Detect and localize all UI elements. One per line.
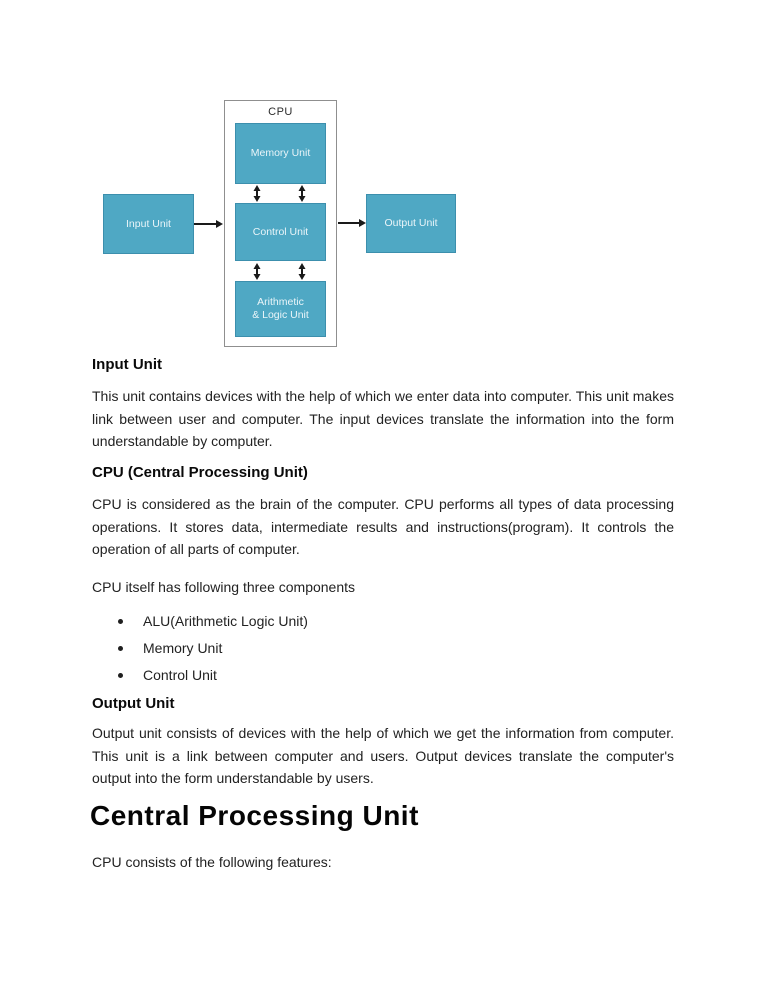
bullet-icon [118, 619, 123, 624]
cpu-paragraph: CPU is considered as the brain of the computer. CPU performs all types of data processing operations. It stores data, intermediate results and instructions(program). It controls the operation of all parts of computer. [92, 496, 674, 557]
alu-label-line1: Arithmetic [257, 296, 304, 308]
input-unit-box [103, 194, 194, 254]
list-item-label: Memory Unit [143, 640, 223, 656]
input-unit-heading: Input Unit [92, 356, 162, 373]
memory-unit-box [235, 123, 326, 184]
output-unit-label: Output Unit [384, 217, 438, 229]
output-unit-box [366, 194, 456, 253]
central-processing-unit-title: Central Processing Unit [90, 800, 419, 831]
list-item [110, 667, 670, 694]
input-unit-label: Input Unit [126, 217, 171, 230]
list-item [110, 640, 670, 667]
cpu-block-diagram [0, 0, 765, 360]
cpu-heading: CPU (Central Processing Unit) [92, 464, 308, 481]
cpu-features-intro: CPU consists of the following features: [92, 854, 332, 870]
alu-label-line2: & Logic Unit [252, 309, 309, 321]
bullet-icon [118, 673, 123, 678]
cpu-components-list [110, 613, 670, 694]
cpu-components-intro: CPU itself has following three components [92, 579, 356, 595]
output-unit-heading: Output Unit [92, 695, 175, 712]
cpu-outer-label: CPU [268, 106, 293, 118]
input-unit-paragraph: This unit contains devices with the help of which we enter data into computer. This unit makes link between user and computer. The input devices translate the information into the form understandable by computer. [92, 388, 674, 449]
arithmetic-logic-unit-box [235, 281, 326, 337]
input-to-cpu-arrow [194, 220, 223, 228]
diagram-arrows [0, 0, 765, 360]
list-item [110, 613, 670, 640]
control-unit-label: Control Unit [252, 225, 309, 238]
memory-unit-label: Memory Unit [250, 147, 311, 159]
output-unit-paragraph: Output unit consists of devices with the help of which we get the information from computer. This unit is a link between computer and users. Output devices translate the computer's output into the form understandable by users. [92, 725, 674, 786]
cpu-to-output-arrow [338, 219, 366, 227]
list-item-label: Control Unit [143, 667, 217, 683]
control-unit-box [235, 203, 326, 261]
bullet-icon [118, 646, 123, 651]
list-item-label: ALU(Arithmetic Logic Unit) [143, 613, 308, 629]
